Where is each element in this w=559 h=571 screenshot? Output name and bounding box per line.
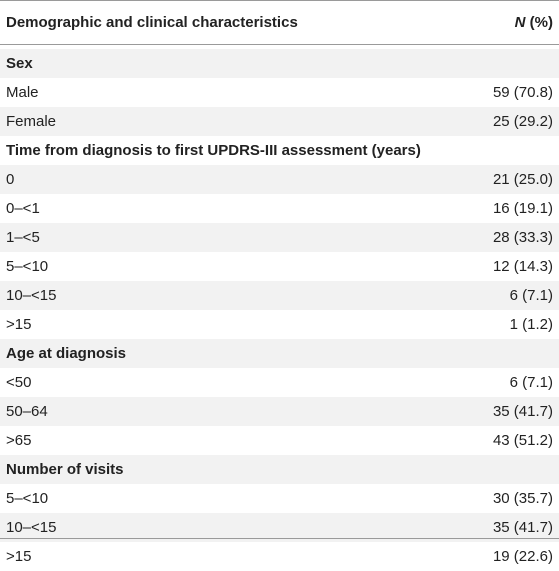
row-value: 12 (14.3) <box>492 258 553 275</box>
row-label: Male <box>6 84 39 101</box>
table-row <box>0 310 559 339</box>
section-heading-row <box>0 136 559 165</box>
row-label: 10–<15 <box>6 287 57 304</box>
table-row <box>0 107 559 136</box>
row-value: 43 (51.2) <box>492 432 553 449</box>
row-value: 6 (7.1) <box>509 287 553 304</box>
row-label: Female <box>6 113 57 130</box>
table-row <box>0 542 559 571</box>
table-header-row <box>0 1 559 44</box>
row-value: 19 (22.6) <box>492 548 553 565</box>
row-label: 10–<15 <box>6 519 57 536</box>
row-value: 1 (1.2) <box>509 316 553 333</box>
section-heading: Time from diagnosis to first UPDRS-III assessment (years) <box>6 142 421 159</box>
table-bottom-rule <box>0 538 559 539</box>
table-row <box>0 281 559 310</box>
table-row <box>0 223 559 252</box>
table-row <box>0 194 559 223</box>
section-heading: Sex <box>6 55 33 72</box>
table-row <box>0 165 559 194</box>
header-percent-symbol: (%) <box>525 14 553 31</box>
row-label: 0–<1 <box>6 200 40 217</box>
section-heading: Number of visits <box>6 461 124 478</box>
row-value: 30 (35.7) <box>492 490 553 507</box>
row-label: <50 <box>6 374 32 391</box>
row-value: 35 (41.7) <box>492 519 553 536</box>
row-value: 59 (70.8) <box>492 84 553 101</box>
header-n-percent-label <box>515 1 553 44</box>
table-row <box>0 368 559 397</box>
table-row <box>0 426 559 455</box>
row-label: 5–<10 <box>6 490 49 507</box>
row-value: 6 (7.1) <box>509 374 553 391</box>
section-heading: Age at diagnosis <box>6 345 127 362</box>
table-row <box>0 252 559 281</box>
row-label: 1–<5 <box>6 229 40 246</box>
section-heading-row <box>0 49 559 78</box>
row-label: 5–<10 <box>6 258 49 275</box>
header-n-symbol: N <box>514 14 526 31</box>
row-value: 35 (41.7) <box>492 403 553 420</box>
row-value: 21 (25.0) <box>492 171 553 188</box>
section-heading-row <box>0 339 559 368</box>
section-heading-row <box>0 455 559 484</box>
table-row <box>0 397 559 426</box>
table-row <box>0 484 559 513</box>
table-header-rule <box>0 44 559 45</box>
header-characteristics-label: Demographic and clinical characteristics <box>6 14 298 31</box>
row-label: 50–64 <box>6 403 48 420</box>
row-label: 0 <box>6 171 15 188</box>
row-label: >15 <box>6 548 32 565</box>
row-value: 28 (33.3) <box>492 229 553 246</box>
row-label: >15 <box>6 316 32 333</box>
table-row <box>0 78 559 107</box>
row-value: 25 (29.2) <box>492 113 553 130</box>
row-label: >65 <box>6 432 32 449</box>
row-value: 16 (19.1) <box>492 200 553 217</box>
